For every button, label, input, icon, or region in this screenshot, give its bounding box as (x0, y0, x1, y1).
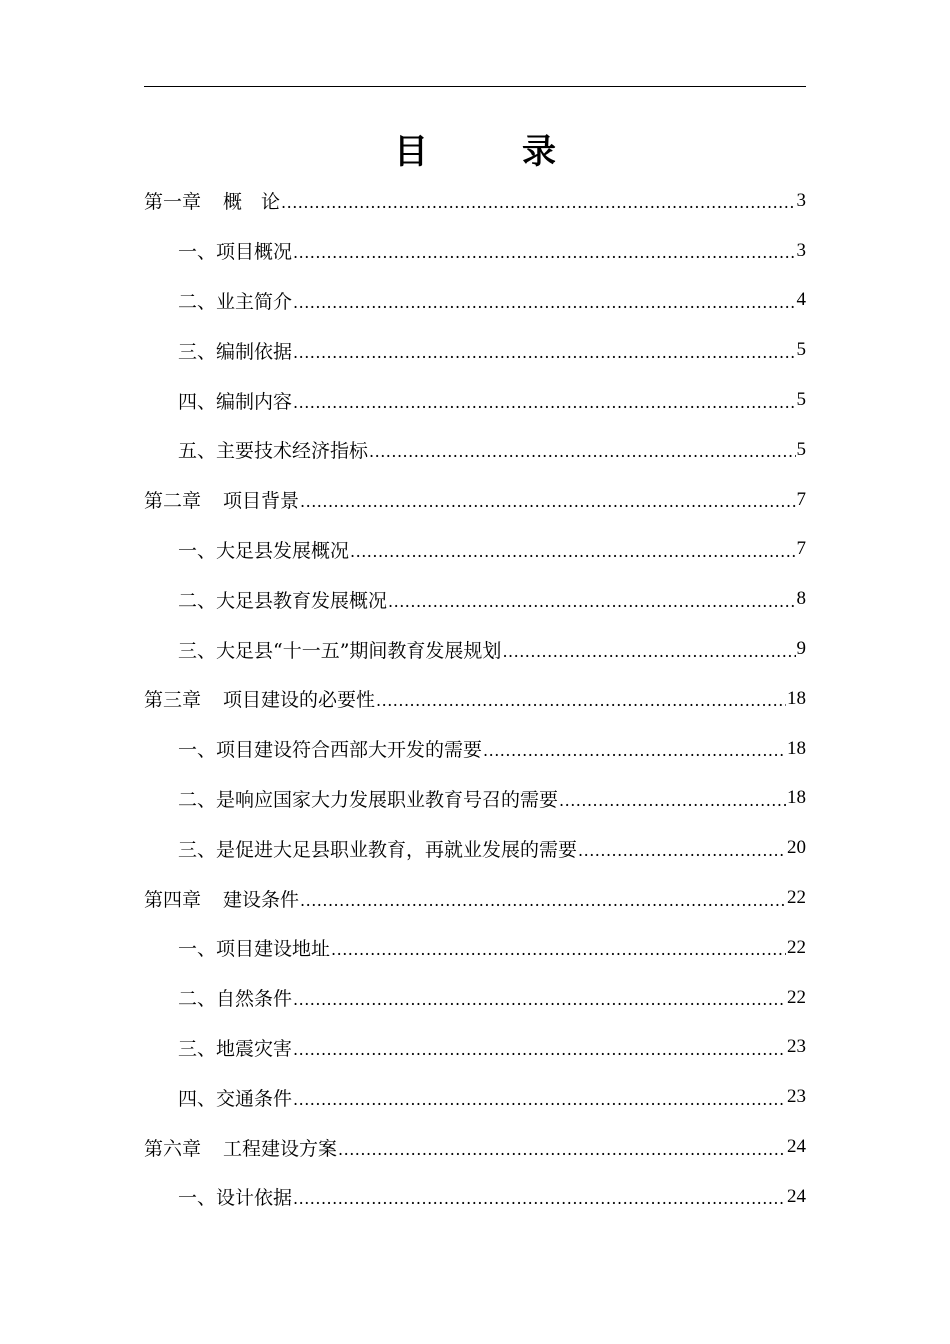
toc-entry-title: 三、地震灾害 (178, 1037, 293, 1060)
toc-page-number: 22 (787, 887, 806, 909)
toc-entry-title: 工程建设方案 (223, 1137, 338, 1160)
dot-leader (293, 343, 795, 362)
toc-entry-title: 四、编制内容 (178, 390, 293, 413)
toc-entry-title: 二、大足县教育发展概况 (178, 589, 388, 612)
dot-leader (376, 691, 786, 710)
toc-entry-title: 一、项目建设符合西部大开发的需要 (178, 739, 483, 762)
toc-entry[interactable] (144, 624, 806, 674)
toc-entry[interactable] (144, 823, 806, 873)
toc-entry[interactable] (144, 226, 806, 276)
toc-entry[interactable] (144, 475, 806, 525)
toc-page-number: 24 (787, 1136, 806, 1158)
toc-page-number: 18 (787, 737, 806, 759)
toc-entry[interactable] (144, 1023, 806, 1073)
toc-entry[interactable] (144, 1172, 806, 1222)
toc-entry[interactable] (144, 375, 806, 425)
dot-leader (559, 791, 786, 810)
dot-leader (338, 1140, 786, 1159)
toc-page-number: 7 (796, 538, 806, 560)
toc-chapter-number: 第一章 (144, 191, 202, 214)
toc-entry[interactable] (144, 525, 806, 575)
toc-entry-title: 三、是促进大足县职业教育，再就业发展的需要 (178, 838, 578, 861)
dot-leader (300, 891, 786, 910)
toc-chapter-number: 第二章 (144, 490, 202, 513)
dot-leader (388, 592, 795, 611)
toc-entry-title: 项目建设的必要性 (223, 689, 376, 712)
toc-chapter-number: 第六章 (144, 1137, 202, 1160)
toc-page-number: 3 (796, 189, 806, 211)
toc-page-number: 22 (787, 986, 806, 1008)
toc-entry-title: 建设条件 (223, 888, 300, 911)
toc-entry-title: 一、设计依据 (178, 1187, 293, 1210)
toc-entry[interactable] (144, 973, 806, 1023)
dot-leader (331, 940, 786, 959)
toc-page-number: 23 (787, 1036, 806, 1058)
toc-entry-title: 二、是响应国家大力发展职业教育号召的需要 (178, 788, 559, 811)
toc-entry-title: 一、大足县发展概况 (178, 539, 350, 562)
table-of-contents (144, 176, 806, 1222)
toc-page-number: 5 (796, 438, 806, 460)
dot-leader (483, 741, 786, 760)
toc-page-number: 8 (796, 588, 806, 610)
toc-entry[interactable] (144, 774, 806, 824)
toc-entry[interactable] (144, 1072, 806, 1122)
toc-entry[interactable] (144, 325, 806, 375)
dot-leader (300, 492, 795, 511)
toc-entry-title: 三、大足县“十一五”期间教育发展规划 (178, 639, 502, 662)
dot-leader (293, 243, 795, 262)
toc-entry-title: 一、项目概况 (178, 241, 293, 264)
dot-leader (502, 642, 795, 661)
toc-entry[interactable] (144, 176, 806, 226)
toc-entry[interactable] (144, 873, 806, 923)
dot-leader (293, 293, 795, 312)
dot-leader (350, 542, 795, 561)
toc-entry[interactable] (144, 1122, 806, 1172)
toc-entry[interactable] (144, 425, 806, 475)
header-rule (144, 86, 806, 87)
toc-chapter-number: 第三章 (144, 689, 202, 712)
dot-leader (293, 990, 786, 1009)
toc-page-number: 3 (796, 239, 806, 261)
toc-entry-title: 概 论 (223, 191, 281, 214)
dot-leader (369, 442, 795, 461)
toc-entry-title: 三、编制依据 (178, 340, 293, 363)
toc-page-number: 20 (787, 837, 806, 859)
toc-page-number: 23 (787, 1086, 806, 1108)
toc-page-number: 9 (796, 638, 806, 660)
dot-leader (293, 1189, 786, 1208)
toc-entry-title: 项目背景 (223, 490, 300, 513)
toc-page-number: 22 (787, 936, 806, 958)
dot-leader (293, 393, 795, 412)
toc-entry-title: 二、业主简介 (178, 290, 293, 313)
toc-page-number: 4 (796, 289, 806, 311)
page-title: 目 录 (394, 132, 586, 172)
toc-page-number: 5 (796, 339, 806, 361)
dot-leader (578, 841, 786, 860)
toc-entry-title: 五、主要技术经济指标 (178, 440, 369, 463)
toc-entry[interactable] (144, 276, 806, 326)
dot-leader (281, 193, 795, 212)
toc-chapter-number: 第四章 (144, 888, 202, 911)
toc-page-number: 5 (796, 389, 806, 411)
toc-entry[interactable] (144, 923, 806, 973)
toc-entry-title: 一、项目建设地址 (178, 938, 331, 961)
dot-leader (293, 1090, 786, 1109)
toc-entry[interactable] (144, 574, 806, 624)
toc-entry[interactable] (144, 724, 806, 774)
toc-page-number: 18 (787, 787, 806, 809)
toc-page-number: 24 (787, 1185, 806, 1207)
toc-page-number: 7 (796, 488, 806, 510)
dot-leader (293, 1040, 786, 1059)
toc-entry-title: 二、自然条件 (178, 988, 293, 1011)
toc-entry-title: 四、交通条件 (178, 1087, 293, 1110)
toc-entry[interactable] (144, 674, 806, 724)
toc-page-number: 18 (787, 687, 806, 709)
